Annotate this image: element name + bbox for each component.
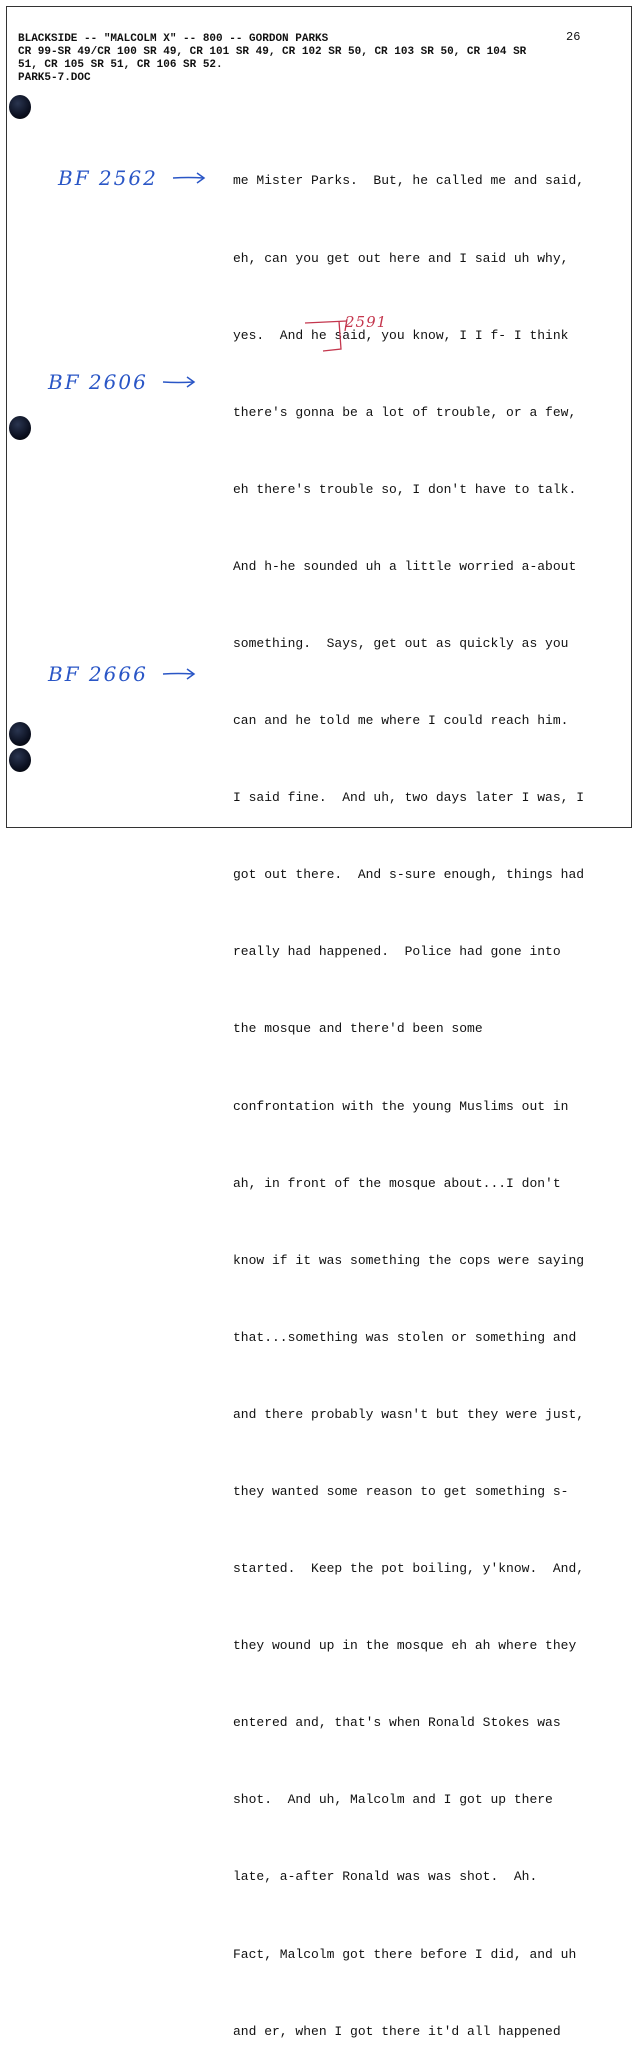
transcript-line: the mosque and there'd been some <box>233 1021 483 1037</box>
transcript-line: know if it was something the cops were saying <box>233 1252 585 1268</box>
transcript-line: and there probably wasn't but they were just, <box>233 1406 585 1422</box>
header-line-3: 51, CR 105 SR 51, CR 106 SR 52. <box>18 59 223 71</box>
transcript-line: yes. And he said, you know, I I f- I think <box>233 327 569 343</box>
margin-note-bf-2562 <box>58 166 206 190</box>
transcript-line: started. Keep the pot boiling, y'know. And, <box>233 1561 585 1577</box>
transcript-line: And h-he sounded uh a little worried a-about <box>233 558 577 574</box>
arrow-right-icon <box>162 668 196 680</box>
margin-note-bf-2606 <box>48 370 196 394</box>
transcript-body <box>233 117 623 2070</box>
transcript-line: that...something was stolen or something and <box>233 1329 577 1345</box>
transcript-line: there's gonna be a lot of trouble, or a few, <box>233 404 577 420</box>
transcript-line: they wound up in the mosque eh ah where they <box>233 1638 577 1654</box>
transcript-line: shot. And uh, Malcolm and I got up there <box>233 1792 553 1808</box>
transcript-line: and er, when I got there it'd all happened <box>233 2023 561 2039</box>
page-number: 26 <box>566 30 581 44</box>
binder-hole <box>9 722 31 746</box>
header-line-4: PARK5-7.DOC <box>18 72 91 84</box>
transcript-line: I said fine. And uh, two days later I was, I <box>233 790 585 806</box>
header-line-1: BLACKSIDE -- "MALCOLM X" -- 800 -- GORDON PARKS <box>18 33 329 45</box>
transcript-line: got out there. And s-sure enough, things had <box>233 867 585 883</box>
margin-note-code: BF 2562 <box>58 166 158 190</box>
transcript-line: they wanted some reason to get something s- <box>233 1484 569 1499</box>
binder-hole <box>9 95 31 119</box>
binder-hole <box>9 416 31 440</box>
binder-hole <box>9 748 31 772</box>
transcript-line: Fact, Malcolm got there before I did, and uh <box>233 1946 577 1962</box>
margin-note-bf-2666 <box>48 662 196 686</box>
inline-annotation-number: 2591 <box>345 313 388 331</box>
transcript-line: can and he told me where I could reach him. <box>233 713 569 729</box>
arrow-right-icon <box>162 376 196 388</box>
transcript-line: ah, in front of the mosque about...I don't <box>233 1175 561 1191</box>
transcript-line: me Mister Parks. But, he called me and said, <box>233 173 585 189</box>
margin-note-code: BF 2666 <box>48 662 148 686</box>
transcript-line: entered and, that's when Ronald Stokes was <box>233 1715 561 1731</box>
document-header <box>18 33 618 85</box>
arrow-right-icon <box>172 172 206 184</box>
transcript-line: eh, can you get out here and I said uh why, <box>233 250 569 266</box>
transcript-line: confrontation with the young Muslims out in <box>233 1098 569 1114</box>
header-line-2: CR 99-SR 49/CR 100 SR 49, CR 101 SR 49, CR 102 SR 50, CR 103 SR 50, CR 104 SR <box>18 46 527 58</box>
transcript-line: really had happened. Police had gone into <box>233 944 561 960</box>
transcript-line: late, a-after Ronald was was shot. Ah. <box>233 1869 538 1885</box>
transcript-line: something. Says, get out as quickly as you <box>233 635 569 651</box>
transcript-line: eh there's trouble so, I don't have to talk. <box>233 481 577 497</box>
margin-note-code: BF 2606 <box>48 370 148 394</box>
